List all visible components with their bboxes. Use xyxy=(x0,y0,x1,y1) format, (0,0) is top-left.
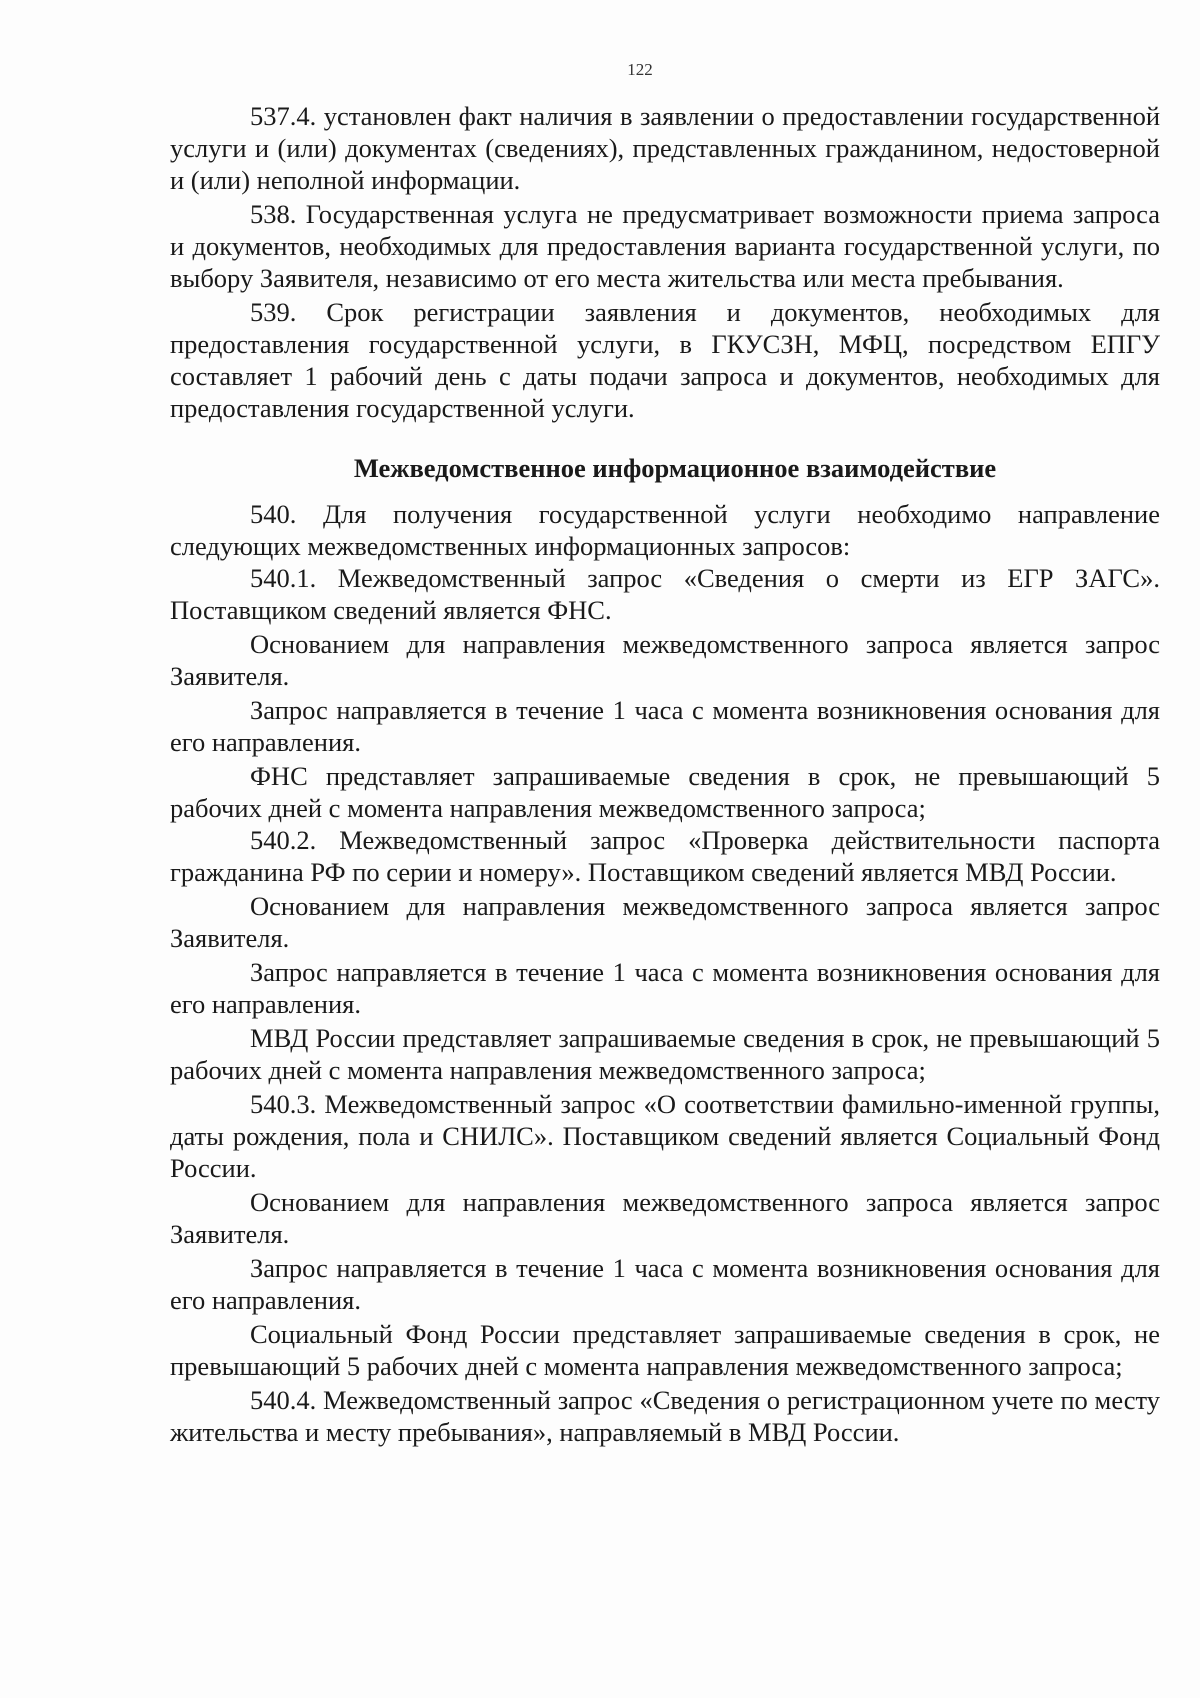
paragraph-540-2-timing: Запрос направляется в течение 1 часа с момента возникновения основания для его направления. xyxy=(170,957,1160,1019)
paragraph-540-4: 540.4. Межведомственный запрос «Сведения о регистрационном учете по месту жительства и месту пребывания», направляемый в МВД России. xyxy=(170,1385,1160,1447)
paragraph-540-3-basis: Основанием для направления межведомственного запроса является запрос Заявителя. xyxy=(170,1187,1160,1249)
paragraph-540-2: 540.2. Межведомственный запрос «Проверка действительности паспорта гражданина РФ по серии и номеру». Поставщиком сведений является МВД России. xyxy=(170,825,1160,887)
paragraph-540: 540. Для получения государственной услуги необходимо направление следующих межведомственных информационных запросов: xyxy=(170,499,1160,561)
paragraph-540-1-timing: Запрос направляется в течение 1 часа с момента возникновения основания для его направления. xyxy=(170,695,1160,757)
paragraph-540-1-deadline: ФНС представляет запрашиваемые сведения в срок, не превышающий 5 рабочих дней с момента направления межведомственного запроса; xyxy=(170,761,1160,823)
paragraph-540-3-deadline: Социальный Фонд России представляет запрашиваемые сведения в срок, не превышающий 5 рабочих дней с момента направления межведомственного запроса; xyxy=(170,1319,1160,1381)
paragraph-540-1: 540.1. Межведомственный запрос «Сведения о смерти из ЕГР ЗАГС». Поставщиком сведений является ФНС. xyxy=(170,563,1160,625)
paragraph-540-3: 540.3. Межведомственный запрос «О соответствии фамильно-именной группы, даты рождения, пола и СНИЛС». Поставщиком сведений является Социальный Фонд России. xyxy=(170,1089,1160,1183)
section-heading: Межведомственное информационное взаимодействие xyxy=(353,453,997,483)
paragraph-540-1-basis: Основанием для направления межведомственного запроса является запрос Заявителя. xyxy=(170,629,1160,691)
paragraph-537-4: 537.4. установлен факт наличия в заявлении о предоставлении государственной услуги и (или) документах (сведениях), представленных гражданином, недостоверной и (или) неполной информации. xyxy=(170,101,1160,195)
paragraph-540-2-deadline: МВД России представляет запрашиваемые сведения в срок, не превышающий 5 рабочих дней с момента направления межведомственного запроса; xyxy=(170,1023,1160,1085)
document-body xyxy=(170,100,1160,1448)
paragraph-539: 539. Срок регистрации заявления и документов, необходимых для предоставления государственной услуги, в ГКУСЗН, МФЦ, посредством ЕПГУ составляет 1 рабочий день с даты подачи запроса и документов, необходимых для предоставления государственной услуги. xyxy=(170,297,1160,423)
paragraph-538: 538. Государственная услуга не предусматривает возможности приема запроса и документов, необходимых для предоставления варианта государственной услуги, по выбору Заявителя, независимо от его места жительства или места пребывания. xyxy=(170,199,1160,293)
page-number: 122 xyxy=(627,60,653,79)
paragraph-540-3-timing: Запрос направляется в течение 1 часа с момента возникновения основания для его направления. xyxy=(170,1253,1160,1315)
paragraph-540-2-basis: Основанием для направления межведомственного запроса является запрос Заявителя. xyxy=(170,891,1160,953)
